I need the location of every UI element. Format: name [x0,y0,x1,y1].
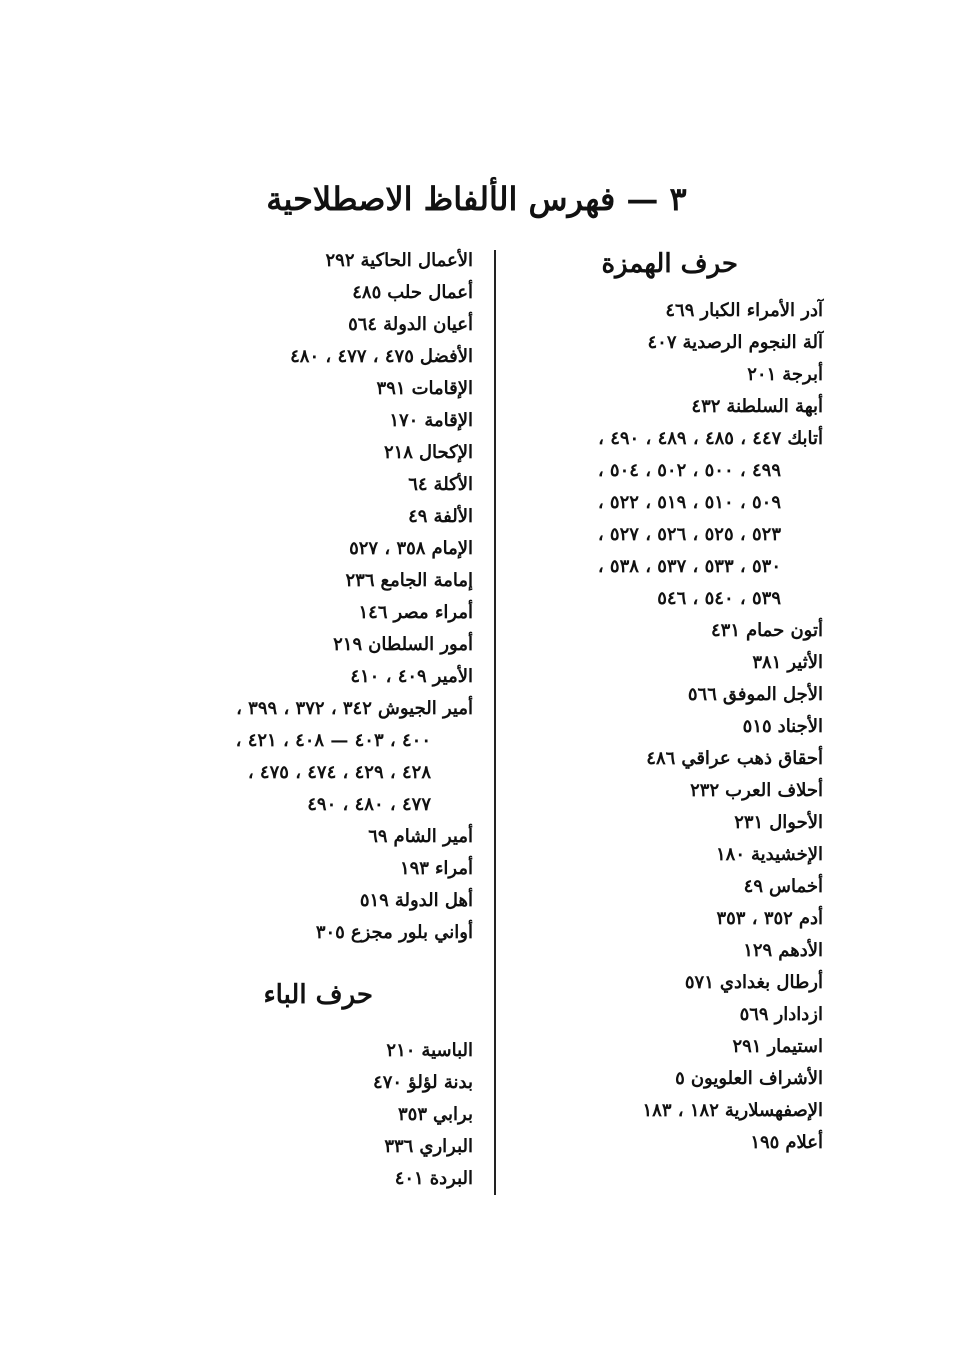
entry-term: الإقامة [424,410,473,431]
entry-term: أمير الجيوش [377,698,473,719]
entry-term: استيمار [767,1036,823,1057]
entry-page-numbers: ٤٧٠ [373,1072,403,1093]
entry-page-numbers: ١٧٠ [389,410,419,431]
entry-page-numbers: ٢١٠ [386,1040,416,1061]
entry-term: أحلاف العرب [725,780,823,801]
index-entry [483,839,823,871]
index-entry [143,821,473,853]
index-entry [483,999,823,1031]
entry-page-numbers: ٢٣١ [734,812,764,833]
entry-term: أحقاق ذهب عراقي [681,748,823,769]
entry-term: أواني بلور مجزع [350,922,473,943]
entry-page-numbers: ٣٠٥ [315,922,345,943]
entry-page-numbers: ٤٣٢ [691,396,721,417]
entry-page-numbers: ٣٥٢ ، ٣٥٣ [716,908,793,929]
entry-page-numbers: ٤٧٥ ، ٤٧٧ ، ٤٨٠ [290,346,414,367]
entry-page-numbers: ٤٦٩ [665,300,695,321]
entry-page-numbers: ٤٣١ [711,620,741,641]
section-heading-ba: حرف الباء [263,980,373,1010]
index-column-right [483,245,823,1159]
entry-term: أبرجة [782,364,823,385]
entry-page-numbers: ٤٠٩ ، ٤١٠ [350,666,427,687]
entry-page-numbers: ١٨٠ [715,844,745,865]
index-entry [483,519,823,551]
entry-term: أمراء [434,858,473,879]
entry-page-numbers: ٤٩ [408,506,428,527]
index-entry [483,679,823,711]
page-title: ٣ — فهرس الألفاظ الاصطلاحية [266,180,687,218]
index-entry [143,1131,473,1163]
entry-term: الإمام [431,538,473,559]
entry-page-numbers: ٥٣٠ ، ٥٣٣ ، ٥٣٧ ، ٥٣٨ ، [597,556,781,577]
section-heading-hamza: حرف الهمزة [601,249,738,279]
entry-page-numbers: ٣٨١ [752,652,782,673]
index-entry [483,391,823,423]
index-entry [143,789,473,821]
entry-term: الأعمال الحاكية [360,250,473,271]
entry-page-numbers: ٢٩١ [732,1036,762,1057]
index-entry [483,583,823,615]
index-entry [483,327,823,359]
index-entry [483,1031,823,1063]
entry-page-numbers: ٣٣٦ [384,1136,414,1157]
entry-page-numbers: ٥١٩ [359,890,389,911]
entry-term: أهل الدولة [394,890,473,911]
entry-term: أعمال حلب [387,282,473,303]
index-entry [143,245,473,277]
entry-term: إمامة الجامع [380,570,473,591]
entry-page-numbers: ٤٢٨ ، ٤٢٩ ، ٤٧٤ ، ٤٧٥ ، [247,762,431,783]
entry-list-hamza-continued [143,245,473,949]
index-entry [483,423,823,455]
entry-page-numbers: ٥٦٤ [348,314,378,335]
entry-term: الأشراف العلويون [690,1068,823,1089]
index-entry [483,551,823,583]
index-entry [483,295,823,327]
index-entry [483,743,823,775]
index-column-left [143,245,473,1195]
index-entry [143,885,473,917]
index-entry [143,501,473,533]
index-entry [483,935,823,967]
index-entry [143,469,473,501]
entry-page-numbers: ٣٥٣ [398,1104,428,1125]
index-entry [483,455,823,487]
entry-page-numbers: ٤٩٩ ، ٥٠٠ ، ٥٠٢ ، ٥٠٤ ، [597,460,781,481]
entry-term: الأمير [432,666,473,687]
entry-term: الإقامات [411,378,473,399]
entry-term: الإصفهسلارية [724,1100,823,1121]
entry-term: برابي [433,1104,473,1125]
entry-page-numbers: ٢١٨ [383,442,413,463]
entry-page-numbers: ٢٠١ [747,364,777,385]
entry-page-numbers: ١٤٦ [358,602,388,623]
index-entry [143,341,473,373]
entry-term: أتون حمام [746,620,823,641]
index-entry [483,711,823,743]
entry-page-numbers: ٢٣٦ [345,570,375,591]
entry-page-numbers: ٥٦٩ [739,1004,769,1025]
entry-page-numbers: ٤٧٧ ، ٤٨٠ ، ٤٩٠ [307,794,431,815]
entry-page-numbers: ٤٨٥ [352,282,382,303]
index-entry [143,597,473,629]
entry-page-numbers: ٥٧١ [684,972,714,993]
entry-list-hamza [483,295,823,1159]
entry-page-numbers: ٦٩ [368,826,388,847]
index-entry [483,615,823,647]
index-entry [483,775,823,807]
entry-page-numbers: ٥ [675,1068,685,1089]
entry-page-numbers: ٥٣٩ ، ٥٤٠ ، ٥٤٦ [657,588,781,609]
entry-term: الأفضل [419,346,473,367]
entry-term: البردة [429,1168,473,1189]
entry-term: الأدهم [778,940,823,961]
entry-term: أدم [798,908,823,929]
index-entry [143,277,473,309]
index-entry [143,405,473,437]
entry-page-numbers: ١٢٩ [743,940,773,961]
index-entry [483,903,823,935]
index-entry [143,1067,473,1099]
entry-term: أخماس [769,876,823,897]
entry-page-numbers: ٣٩١ [376,378,406,399]
entry-term: الأحوال [769,812,823,833]
entry-page-numbers: ٤٠١ [394,1168,424,1189]
entry-page-numbers: ٤٩ [743,876,763,897]
index-entry [143,853,473,885]
entry-page-numbers: ١٨٢ ، ١٨٣ [642,1100,719,1121]
index-entry [143,629,473,661]
index-entry [143,725,473,757]
entry-term: البراري [419,1136,473,1157]
index-entry [143,1035,473,1067]
entry-term: أعيان الدولة [383,314,473,335]
index-entry [143,533,473,565]
entry-page-numbers: ٥١٥ [742,716,772,737]
entry-term: أمراء مصر [393,602,473,623]
entry-page-numbers: ٥٢٣ ، ٥٢٥ ، ٥٢٦ ، ٥٢٧ ، [597,524,781,545]
entry-page-numbers: ٤٠٠ ، ٤٠٣ — ٤٠٨ ، ٤٢١ ، [235,730,431,751]
index-entry [143,565,473,597]
entry-list-ba [143,1035,473,1195]
entry-term: الأجل الموفق [722,684,823,705]
entry-term: أبهة السلطنة [726,396,823,417]
index-entry [143,437,473,469]
entry-term: بدنة لؤلؤ [408,1072,473,1093]
entry-page-numbers: ٤٠٧ [647,332,677,353]
entry-term: أمور السلطان [368,634,473,655]
index-entry [483,647,823,679]
index-entry [483,1127,823,1159]
entry-term: الأكلة [433,474,473,495]
entry-page-numbers: ٢٩٢ [325,250,355,271]
index-entry [143,757,473,789]
entry-page-numbers: ١٩٣ [399,858,429,879]
index-entry [143,373,473,405]
entry-term: الإخشيدية [751,844,823,865]
index-entry [483,1063,823,1095]
index-entry [483,807,823,839]
index-entry [483,1095,823,1127]
entry-term: الأجناد [777,716,823,737]
entry-page-numbers: ٢١٩ [333,634,363,655]
entry-page-numbers: ٢٣٢ [690,780,720,801]
entry-page-numbers: ٥٠٩ ، ٥١٠ ، ٥١٩ ، ٥٢٢ ، [597,492,781,513]
index-entry [143,309,473,341]
index-entry [143,1163,473,1195]
entry-page-numbers: ٣٤٢ ، ٣٧٢ ، ٣٩٩ ، [236,698,372,719]
index-entry [143,917,473,949]
index-entry [483,871,823,903]
entry-term: أرطال بغدادي [719,972,823,993]
index-entry [483,967,823,999]
entry-page-numbers: ١٩٥ [750,1132,780,1153]
entry-term: ازدادار [774,1004,823,1025]
index-entry [143,1099,473,1131]
index-entry [483,487,823,519]
entry-page-numbers: ٦٤ [408,474,428,495]
index-entry [143,661,473,693]
entry-term: أتابك [787,428,823,449]
entry-term: الأثير [787,652,823,673]
index-entry [483,359,823,391]
entry-page-numbers: ٤٨٦ [646,748,676,769]
entry-term: آلة النجوم الرصدية [682,332,823,353]
index-entry [143,693,473,725]
entry-page-numbers: ٣٥٨ ، ٥٢٧ [349,538,426,559]
entry-term: أمير الشام [393,826,473,847]
entry-term: الإكحال [418,442,473,463]
entry-term: آدر الأمراء الكبار [700,300,823,321]
entry-page-numbers: ٤٤٧ ، ٤٨٥ ، ٤٨٩ ، ٤٩٠ ، [598,428,782,449]
entry-term: الألفة [433,506,473,527]
entry-term: أعلام [785,1132,823,1153]
entry-term: الباسية [421,1040,473,1061]
entry-page-numbers: ٥٦٦ [687,684,717,705]
